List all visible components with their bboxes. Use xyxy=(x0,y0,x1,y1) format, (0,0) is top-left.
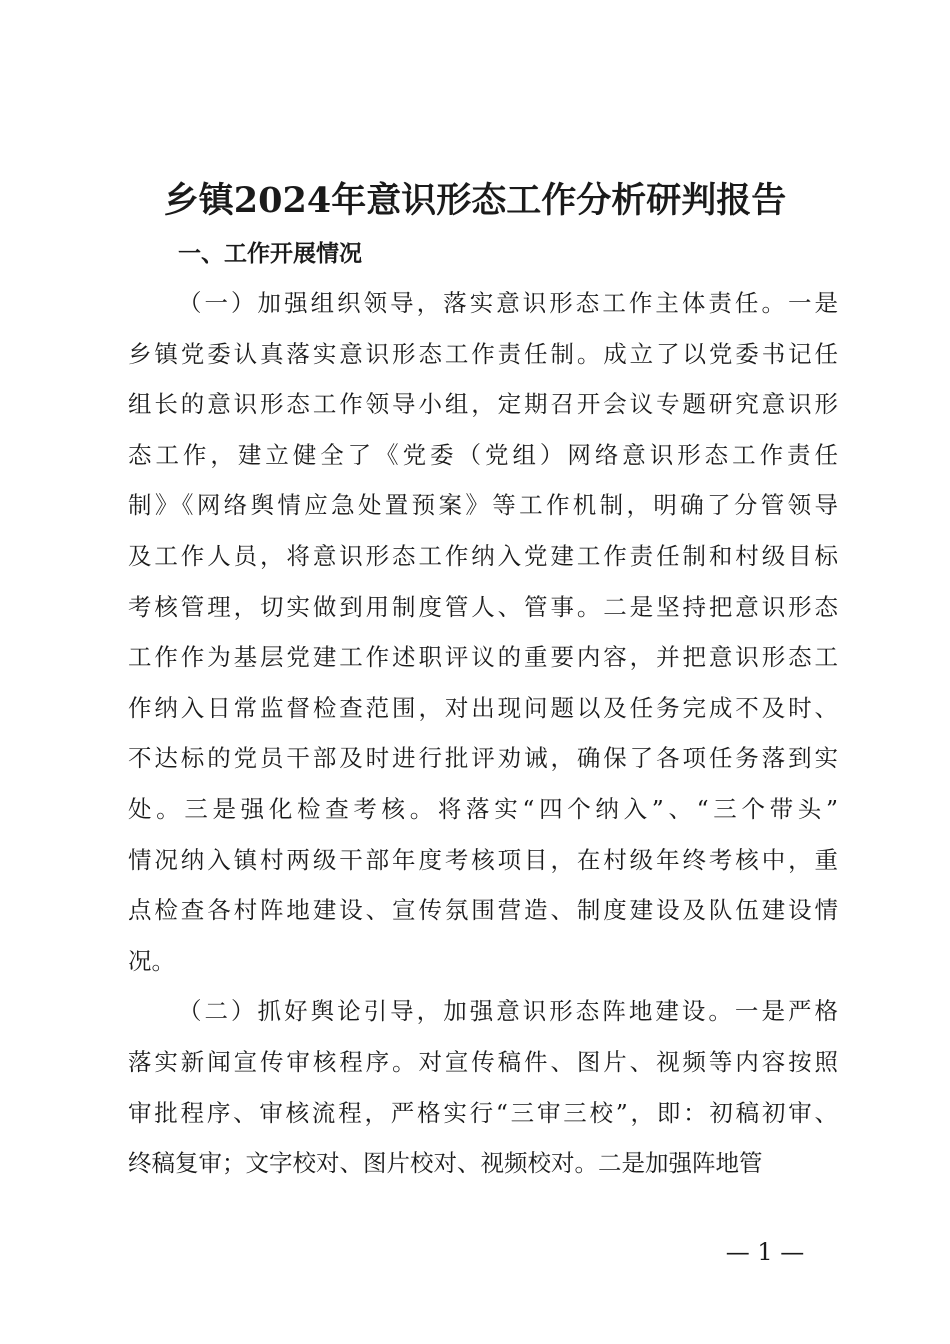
paragraph-line: 落实新闻宣传审核程序。对宣传稿件、图片、视频等内容按照 xyxy=(128,1047,838,1076)
paragraph-line: 考核管理，切实做到用制度管人、管事。二是坚持把意识形态 xyxy=(128,592,838,621)
paragraph-line: 组长的意识形态工作领导小组，定期召开会议专题研究意识形 xyxy=(128,390,838,419)
document-body xyxy=(128,278,838,1189)
paragraph-line: 工作作为基层党建工作述职评议的重要内容，并把意识形态工 xyxy=(128,643,838,672)
paragraph-line: 点检查各村阵地建设、宣传氛围营造、制度建设及队伍建设情 xyxy=(128,896,838,925)
paragraph-2 xyxy=(128,986,838,1188)
paragraph-line: 不达标的党员干部及时进行批评劝诫，确保了各项任务落到实 xyxy=(128,744,838,773)
paragraph-line: 情况纳入镇村两级干部年度考核项目，在村级年终考核中，重 xyxy=(128,845,838,874)
paragraph-line: （二）抓好舆论引导，加强意识形态阵地建设。一是严格 xyxy=(178,997,838,1026)
paragraph-line: 终稿复审；文字校对、图片校对、视频校对。二是加强阵地管 xyxy=(128,1149,763,1178)
paragraph-line: 及工作人员，将意识形态工作纳入党建工作责任制和村级目标 xyxy=(128,541,838,570)
paragraph-1 xyxy=(128,278,838,986)
paragraph-line: 处。三是强化检查考核。将落实“四个纳入”、“三个带头” xyxy=(128,794,838,823)
paragraph-line: 乡镇党委认真落实意识形态工作责任制。成立了以党委书记任 xyxy=(128,339,838,368)
page-number: — 1 — xyxy=(725,1238,805,1266)
paragraph-line: 态工作，建立健全了《党委（党组）网络意识形态工作责任 xyxy=(128,440,838,469)
section-heading-1: 一、工作开展情况 xyxy=(178,241,362,267)
paragraph-line: 况。 xyxy=(128,946,175,975)
paragraph-line: 审批程序、审核流程，严格实行“三审三校”，即：初稿初审、 xyxy=(128,1098,838,1127)
paragraph-line: （一）加强组织领导，落实意识形态工作主体责任。一是 xyxy=(178,289,838,317)
paragraph-line: 制》《网络舆情应急处置预案》等工作机制，明确了分管领导 xyxy=(128,491,838,520)
paragraph-line: 作纳入日常监督检查范围，对出现问题以及任务完成不及时、 xyxy=(128,693,838,722)
document-title: 乡镇2024年意识形态工作分析研判报告 xyxy=(163,180,787,221)
